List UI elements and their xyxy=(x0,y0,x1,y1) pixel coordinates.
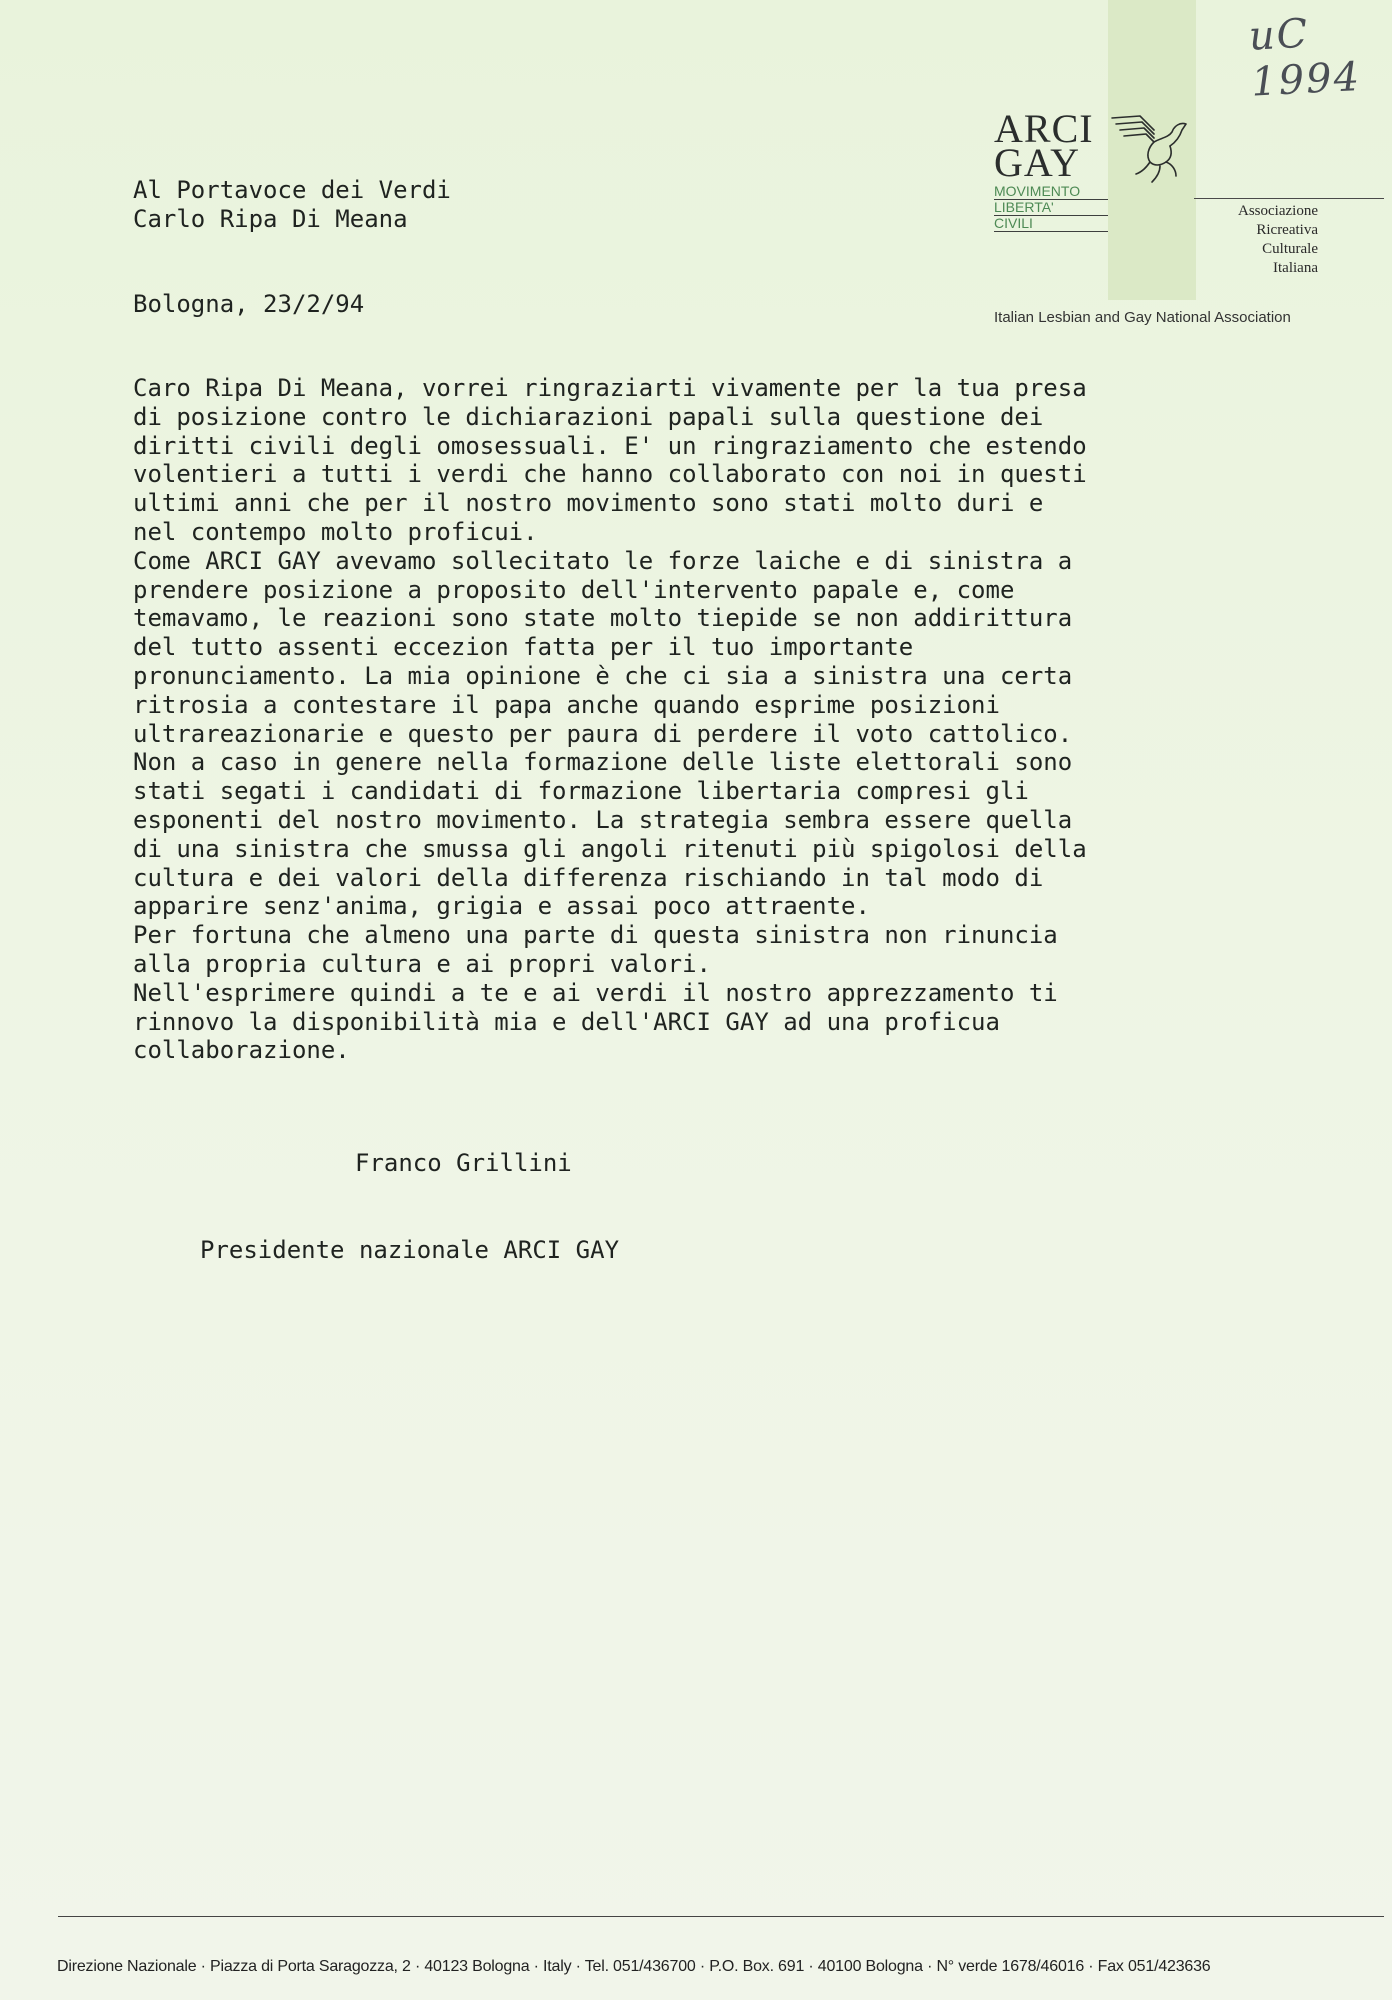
signer-title: Presidente nazionale ARCI GAY xyxy=(200,1236,620,1264)
body-line: di una sinistra che smussa gli angoli ritenuti più spigolosi della xyxy=(133,834,1087,863)
body-line: diritti civili degli omosessuali. E' un ringraziamento che estendo xyxy=(133,431,1087,460)
signature-block xyxy=(200,1091,619,1323)
logo-word-gay: GAY xyxy=(994,140,1080,185)
body-line: del tutto assenti eccezion fatta per il tuo importante xyxy=(133,633,914,662)
body-line: stati segati i candidati di formazione libertaria compresi gli xyxy=(133,777,1029,806)
logo-movimento xyxy=(994,184,1224,232)
body-line: volentieri a tutti i verdi che hanno collaborato con noi in questi xyxy=(133,460,1087,489)
body-line: ritrosia a contestare il papa anche quando esprime posizioni xyxy=(133,690,1000,719)
body-line: pronunciamento. La mia opinione è che ci sia a sinistra una certa xyxy=(133,661,1073,690)
handwritten-note: uC 1994 xyxy=(1247,10,1363,106)
body-line: rinnovo la disponibilità mia e dell'ARCI GAY ad una proficua xyxy=(133,1007,1000,1036)
signer-name: Franco Grillini xyxy=(355,1149,572,1177)
body-line: apparire senz'anima, grigia e assai poco attraente. xyxy=(133,892,870,921)
movimento-line: MOVIMENTO xyxy=(994,183,1081,199)
body-line: temavamo, le reazioni sono state molto tiepide se non addirittura xyxy=(133,604,1073,633)
body-line: di posizione contro le dichiarazioni papali sulla questione dei xyxy=(133,402,1044,431)
association-description: Associazione Ricreativa Culturale Italiana xyxy=(1238,203,1318,276)
letter-body xyxy=(133,374,1263,1065)
body-line: esponenti del nostro movimento. La strategia sembra essere quella xyxy=(133,805,1073,834)
recipient-line: Al Portavoce dei Verdi xyxy=(133,176,451,204)
recipient-block xyxy=(133,176,451,234)
body-line: ultimi anni che per il nostro movimento sono stati molto duri e xyxy=(133,489,1044,518)
letter-date: Bologna, 23/2/94 xyxy=(133,290,365,318)
body-line: alla propria cultura e ai propri valori. xyxy=(133,949,711,978)
body-line: nel contempo molto proficui. xyxy=(133,517,538,546)
body-line: cultura e dei valori della differenza rischiando in tal modo di xyxy=(133,863,1044,892)
body-line: prendere posizione a proposito dell'intervento papale e, come xyxy=(133,575,1015,604)
body-line: collaborazione. xyxy=(133,1036,350,1065)
body-line: Non a caso in genere nella formazione delle liste elettorali sono xyxy=(133,748,1073,777)
body-line: ultrareazionarie e questo per paura di perdere il voto cattolico. xyxy=(133,719,1073,748)
civili-line: CIVILI xyxy=(994,215,1033,231)
footer-address: Direzione Nazionale · Piazza di Porta Saragozza, 2 · 40123 Bologna · Italy · Tel. 051/436700 · P.O. Box. 691 · 40100 Bologna · N° verde 1678/46016 · Fax 051/423636 xyxy=(57,1958,1211,1975)
pegasus-icon xyxy=(1110,112,1190,184)
body-line: Nell'esprimere quindi a te e ai verdi il nostro apprezzamento ti xyxy=(133,978,1058,1007)
logo-word-arci: ARCI xyxy=(994,106,1094,151)
recipient-line: Carlo Ripa Di Meana xyxy=(133,205,408,233)
body-line: Come ARCI GAY avevamo sollecitato le forze laiche e di sinistra a xyxy=(133,546,1073,575)
national-association-label: Italian Lesbian and Gay National Association xyxy=(994,309,1291,326)
liberta-line: LIBERTA' xyxy=(994,199,1054,215)
body-line: Caro Ripa Di Meana, vorrei ringraziarti vivamente per la tua presa xyxy=(133,374,1087,402)
body-line: Per fortuna che almeno una parte di questa sinistra non rinuncia xyxy=(133,921,1058,950)
